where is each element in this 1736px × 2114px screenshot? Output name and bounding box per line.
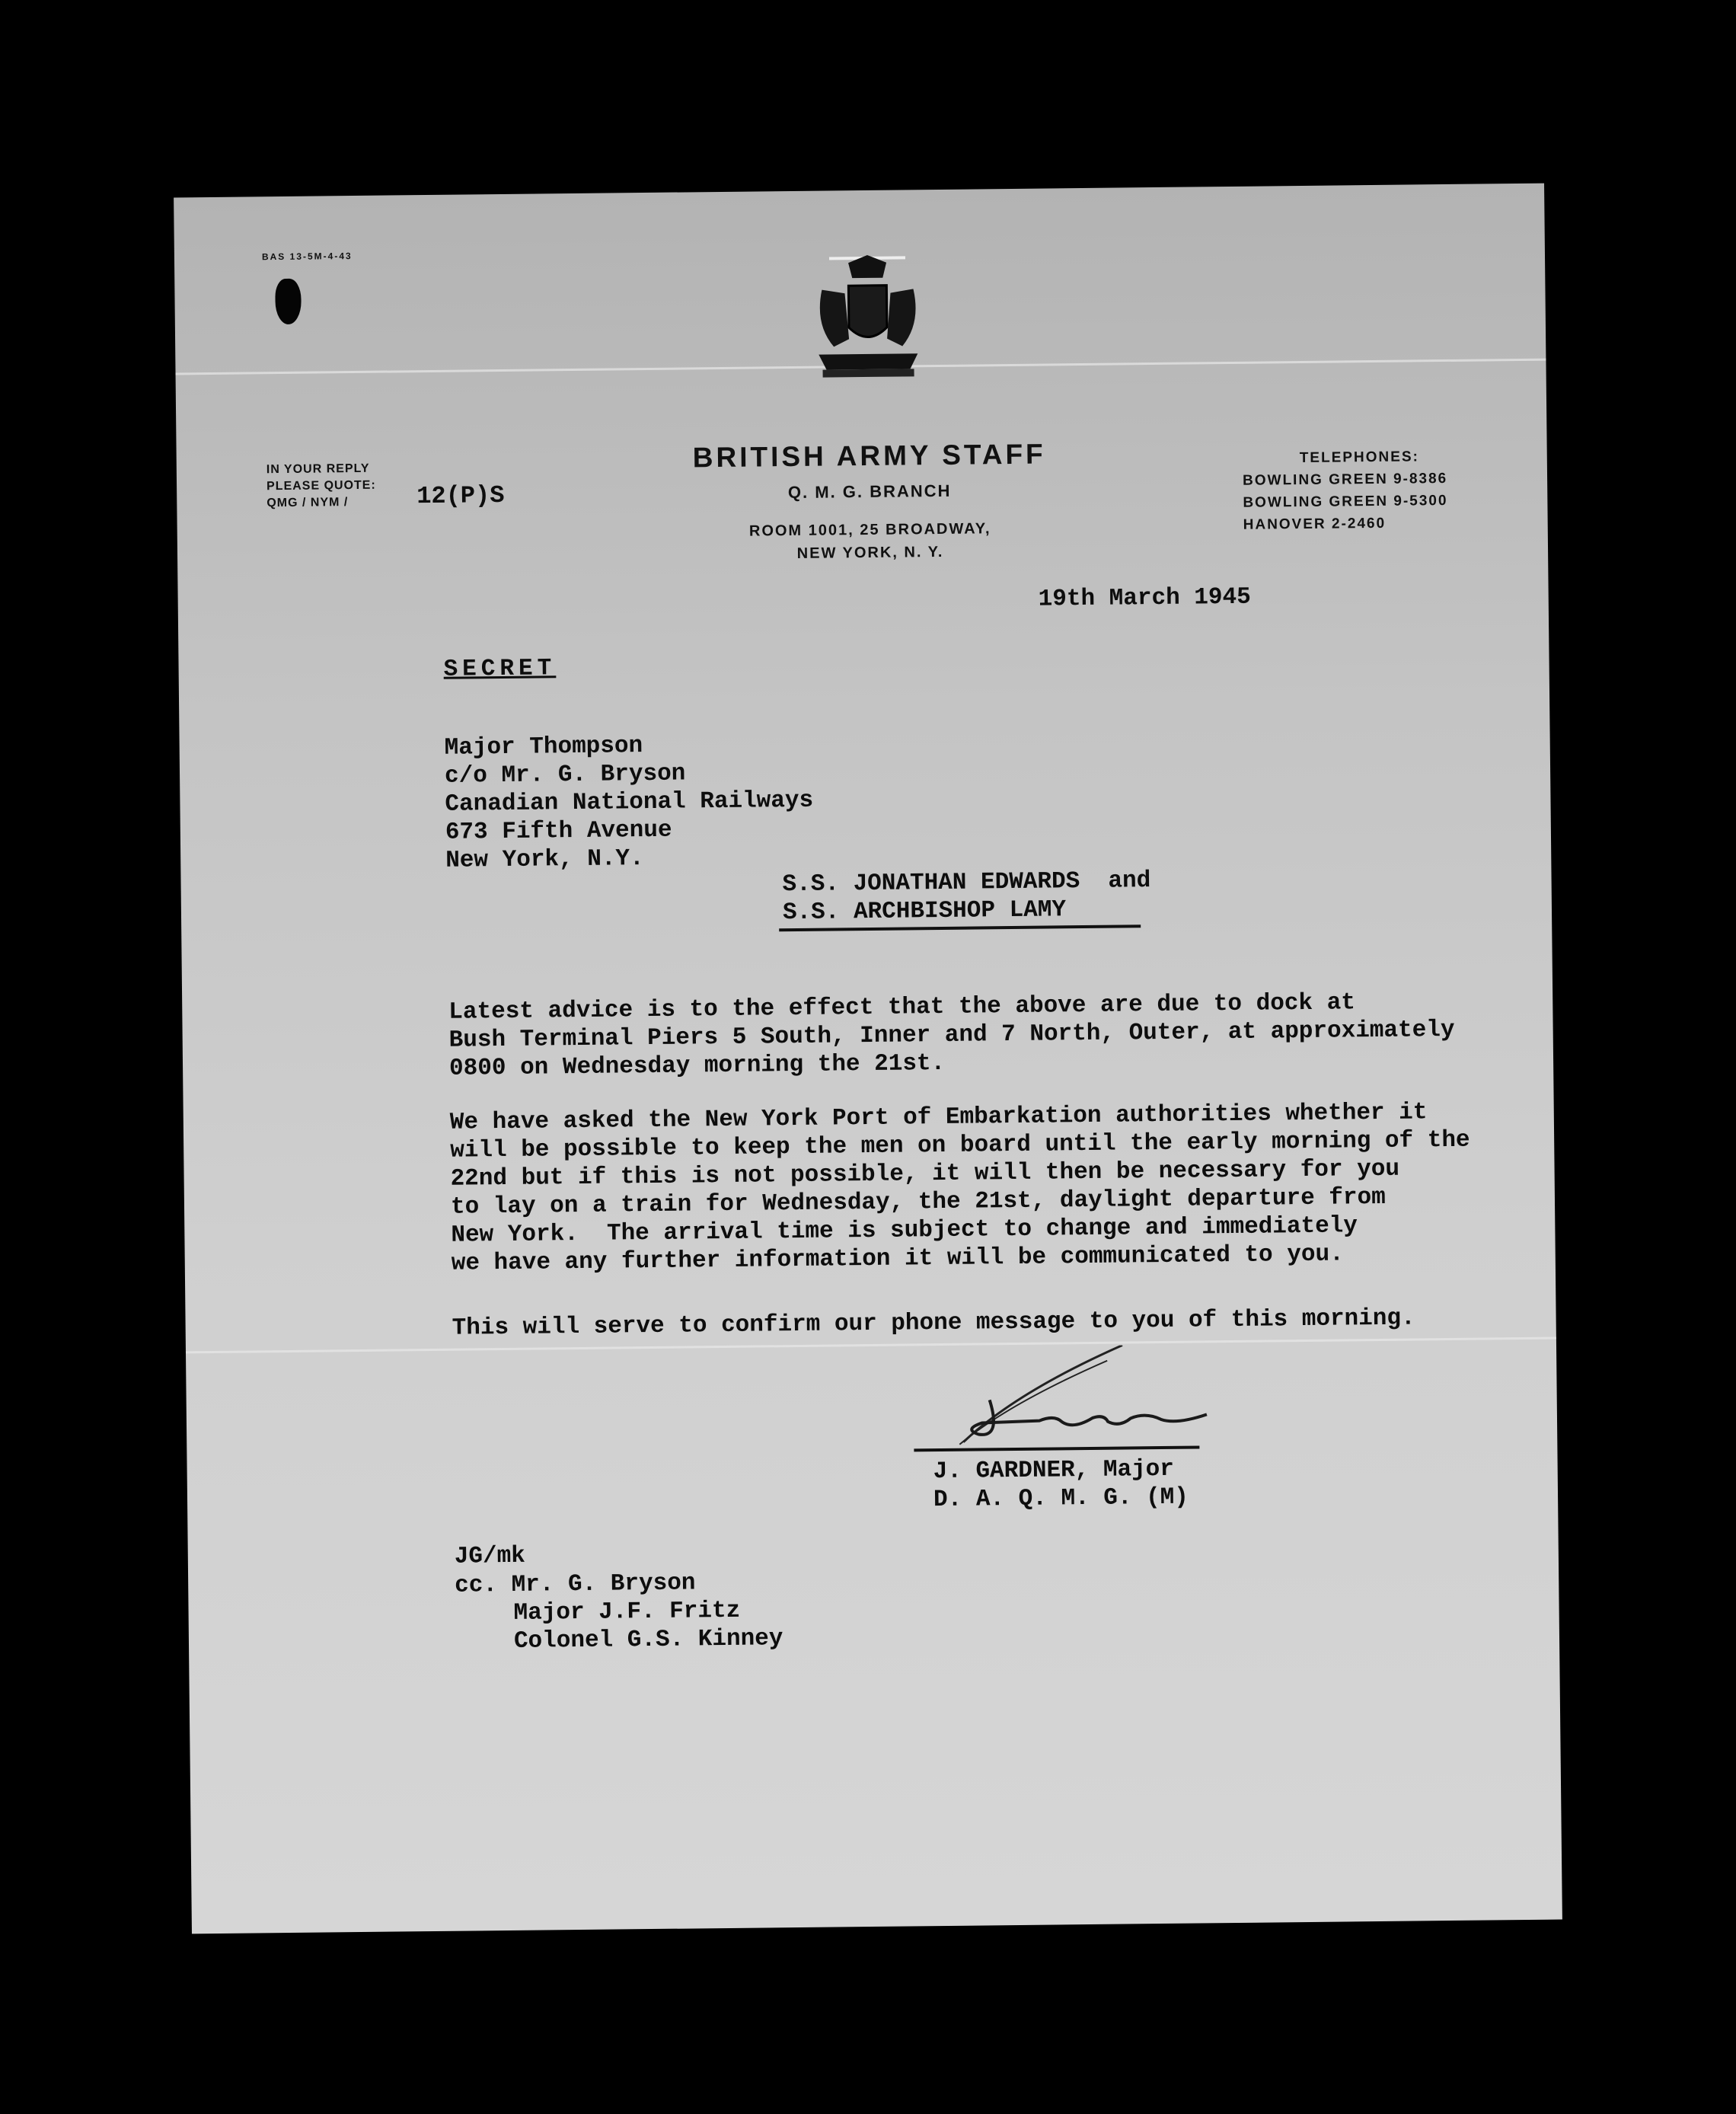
letterhead-title: BRITISH ARMY STAFF — [692, 438, 1046, 474]
reply-block — [266, 461, 376, 513]
paragraph-3 — [452, 1304, 1415, 1342]
royal-coat-of-arms-icon — [806, 254, 930, 385]
handwritten-signature — [947, 1344, 1237, 1454]
signatory-title: D. A. Q. M. G. (M) — [933, 1483, 1189, 1514]
paragraph-line: 22nd but if this is not possible, it will then be necessary for you — [450, 1155, 1400, 1193]
subject-line: S.S. JONATHAN EDWARDS and — [782, 867, 1151, 899]
addressee-line: Major Thompson — [444, 733, 643, 762]
paragraph-line: to lay on a train for Wednesday, the 21st, daylight departure from — [450, 1183, 1386, 1221]
signatory-name: J. GARDNER, Major — [933, 1455, 1175, 1486]
ink-mark — [275, 279, 302, 324]
addressee-line: c/o Mr. G. Bryson — [444, 760, 686, 790]
classification-marking: SECRET — [443, 655, 557, 683]
paragraph-line: Bush Terminal Piers 5 South, Inner and 7 North, Outer, at approximately — [448, 1016, 1455, 1054]
paragraph-line: we have any further information it will be communicated to you. — [451, 1241, 1344, 1277]
reference-initials: JG/mk — [454, 1542, 526, 1570]
paragraph-line: 0800 on Wednesday morning the 21st. — [448, 1049, 946, 1082]
letterhead-address-line1: ROOM 1001, 25 BROADWAY, — [748, 520, 991, 540]
addressee-block — [445, 730, 815, 875]
subject-line: S.S. ARCHBISHOP LAMY — [782, 896, 1067, 927]
cc-line: Major J.F. Fritz — [513, 1597, 741, 1627]
paragraph-line: Latest advice is to the effect that the above are due to dock at — [448, 989, 1356, 1026]
cc-line: cc. Mr. G. Bryson — [455, 1570, 696, 1599]
addressee-line: Canadian National Railways — [445, 787, 814, 818]
paragraph-line: This will serve to confirm our phone message to you of this morning. — [452, 1304, 1415, 1342]
subject-block — [782, 867, 1150, 927]
addressee-line: New York, N.Y. — [445, 845, 644, 874]
telephone-line: HANOVER 2-2460 — [1243, 515, 1387, 533]
letter-sheet — [174, 184, 1562, 1934]
reply-line: IN YOUR REPLY — [266, 461, 370, 477]
paragraph-2 — [450, 1098, 1472, 1278]
reply-line: QMG / NYM / — [266, 496, 349, 510]
telephones-block — [1243, 445, 1495, 535]
paragraph-line: New York. The arrival time is subject to change and immediately — [451, 1212, 1358, 1249]
form-number: BAS 13-5M-4-43 — [261, 251, 353, 263]
letterhead-address-line2: NEW YORK, N. Y. — [796, 543, 944, 562]
signature-block — [933, 1455, 1189, 1515]
letterhead-branch: Q. M. G. BRANCH — [787, 481, 952, 503]
cc-line: Colonel G.S. Kinney — [513, 1625, 783, 1655]
paragraph-1 — [448, 988, 1455, 1083]
telephones-heading: TELEPHONES: — [1299, 449, 1420, 467]
letter-date: 19th March 1945 — [1038, 583, 1251, 613]
reference-number: 12(P)S — [416, 481, 505, 511]
cc-block — [455, 1568, 783, 1656]
fold-line — [186, 1337, 1556, 1354]
telephone-line: BOWLING GREEN 9-5300 — [1243, 492, 1448, 511]
addressee-line: 673 Fifth Avenue — [445, 816, 672, 846]
telephone-line: BOWLING GREEN 9-8386 — [1242, 470, 1448, 489]
reply-line: PLEASE QUOTE: — [266, 478, 376, 493]
paragraph-line: We have asked the New York Port of Embarkation authorities whether it — [449, 1099, 1428, 1136]
paragraph-line: will be possible to keep the men on board until the early morning of the — [450, 1126, 1470, 1164]
